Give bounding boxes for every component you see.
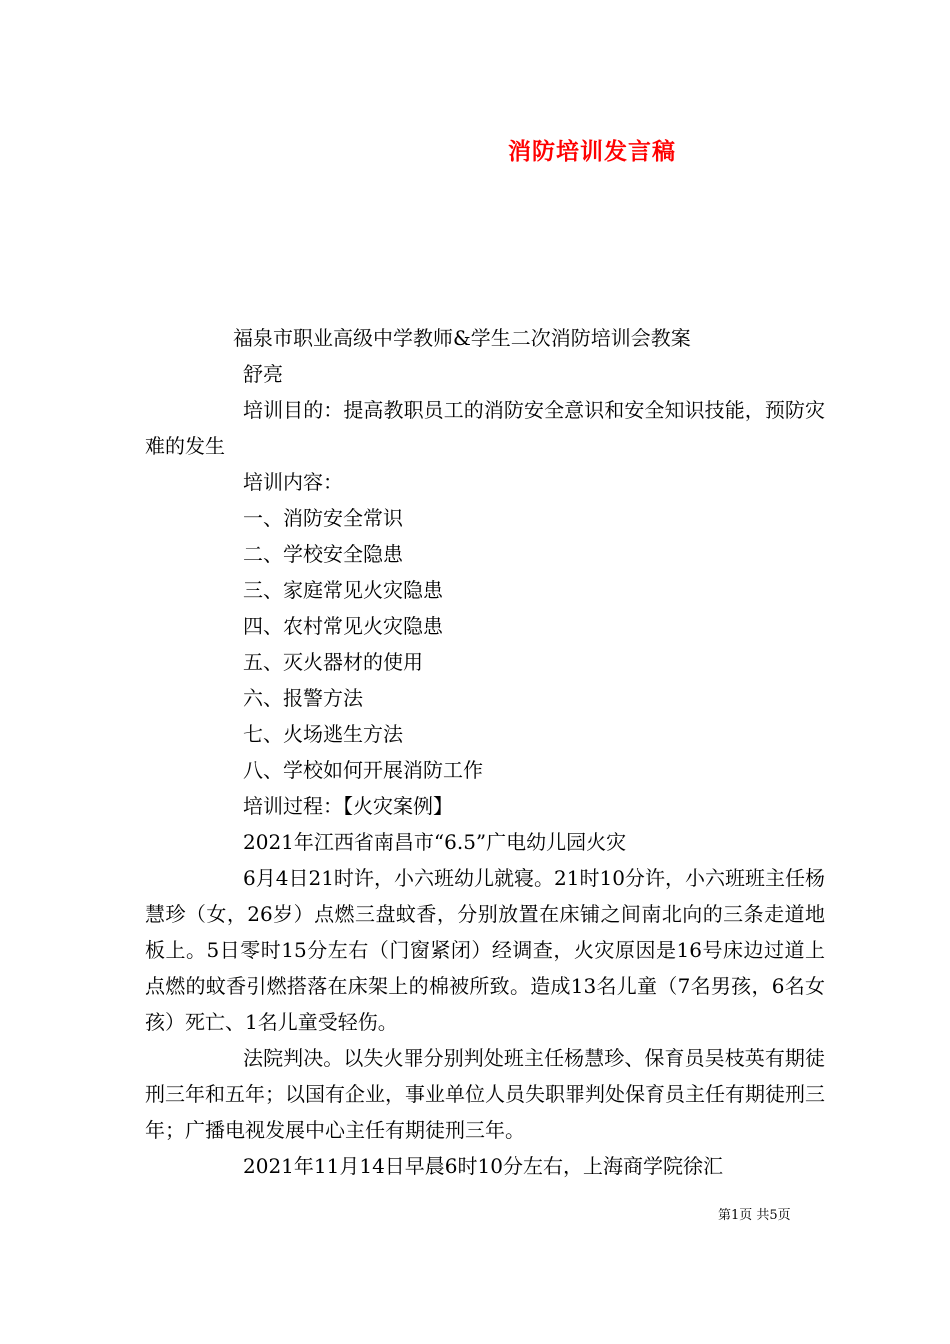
content-item: 七、火场逃生方法	[243, 722, 403, 746]
content-item: 一、消防安全常识	[243, 506, 403, 530]
author-name: 舒亮	[243, 362, 283, 386]
document-heading: 福泉市职业高级中学教师&学生二次消防培训会教案	[233, 326, 691, 350]
document-body	[145, 320, 825, 1184]
content-item: 六、报警方法	[243, 686, 363, 710]
training-process-label: 培训过程：【火灾案例】	[243, 794, 453, 818]
content-item: 三、家庭常见火灾隐患	[243, 578, 443, 602]
content-item: 二、学校安全隐患	[243, 542, 403, 566]
page-footer: 第1页 共5页	[718, 1208, 791, 1223]
training-content-label: 培训内容：	[243, 470, 343, 494]
case-paragraph: 2021年11月14日早晨6时10分左右，上海商学院徐汇	[243, 1154, 723, 1178]
page-title: 消防培训发言稿	[508, 138, 676, 165]
case-title: 2021年江西省南昌市“6.5”广电幼儿园火灾	[243, 830, 627, 854]
content-item: 四、农村常见火灾隐患	[243, 614, 443, 638]
case-paragraph: 法院判决。以失火罪分别判处班主任杨慧珍、保育员吴枝英有期徒刑三年和五年；以国有企业，事业单位人员失职罪判处保育员主任有期徒刑三年；广播电视发展中心主任有期徒刑三年。	[145, 1046, 825, 1142]
content-item: 五、灭火器材的使用	[243, 650, 423, 674]
case-paragraph: 6月4日21时许，小六班幼儿就寝。21时10分许，小六班班主任杨慧珍（女，26岁）点燃三盘蚊香，分别放置在床铺之间南北向的三条走道地板上。5日零时15分左右（门窗紧闭）经调查，火灾原因是16号床边过道上点燃的蚊香引燃搭落在床架上的棉被所致。造成13名儿童（7名男孩，6名女孩）死亡、1名儿童受轻伤。	[145, 866, 825, 1034]
content-item: 八、学校如何开展消防工作	[243, 758, 483, 782]
training-purpose: 培训目的：提高教职员工的消防安全意识和安全知识技能，预防灾难的发生	[145, 398, 825, 458]
